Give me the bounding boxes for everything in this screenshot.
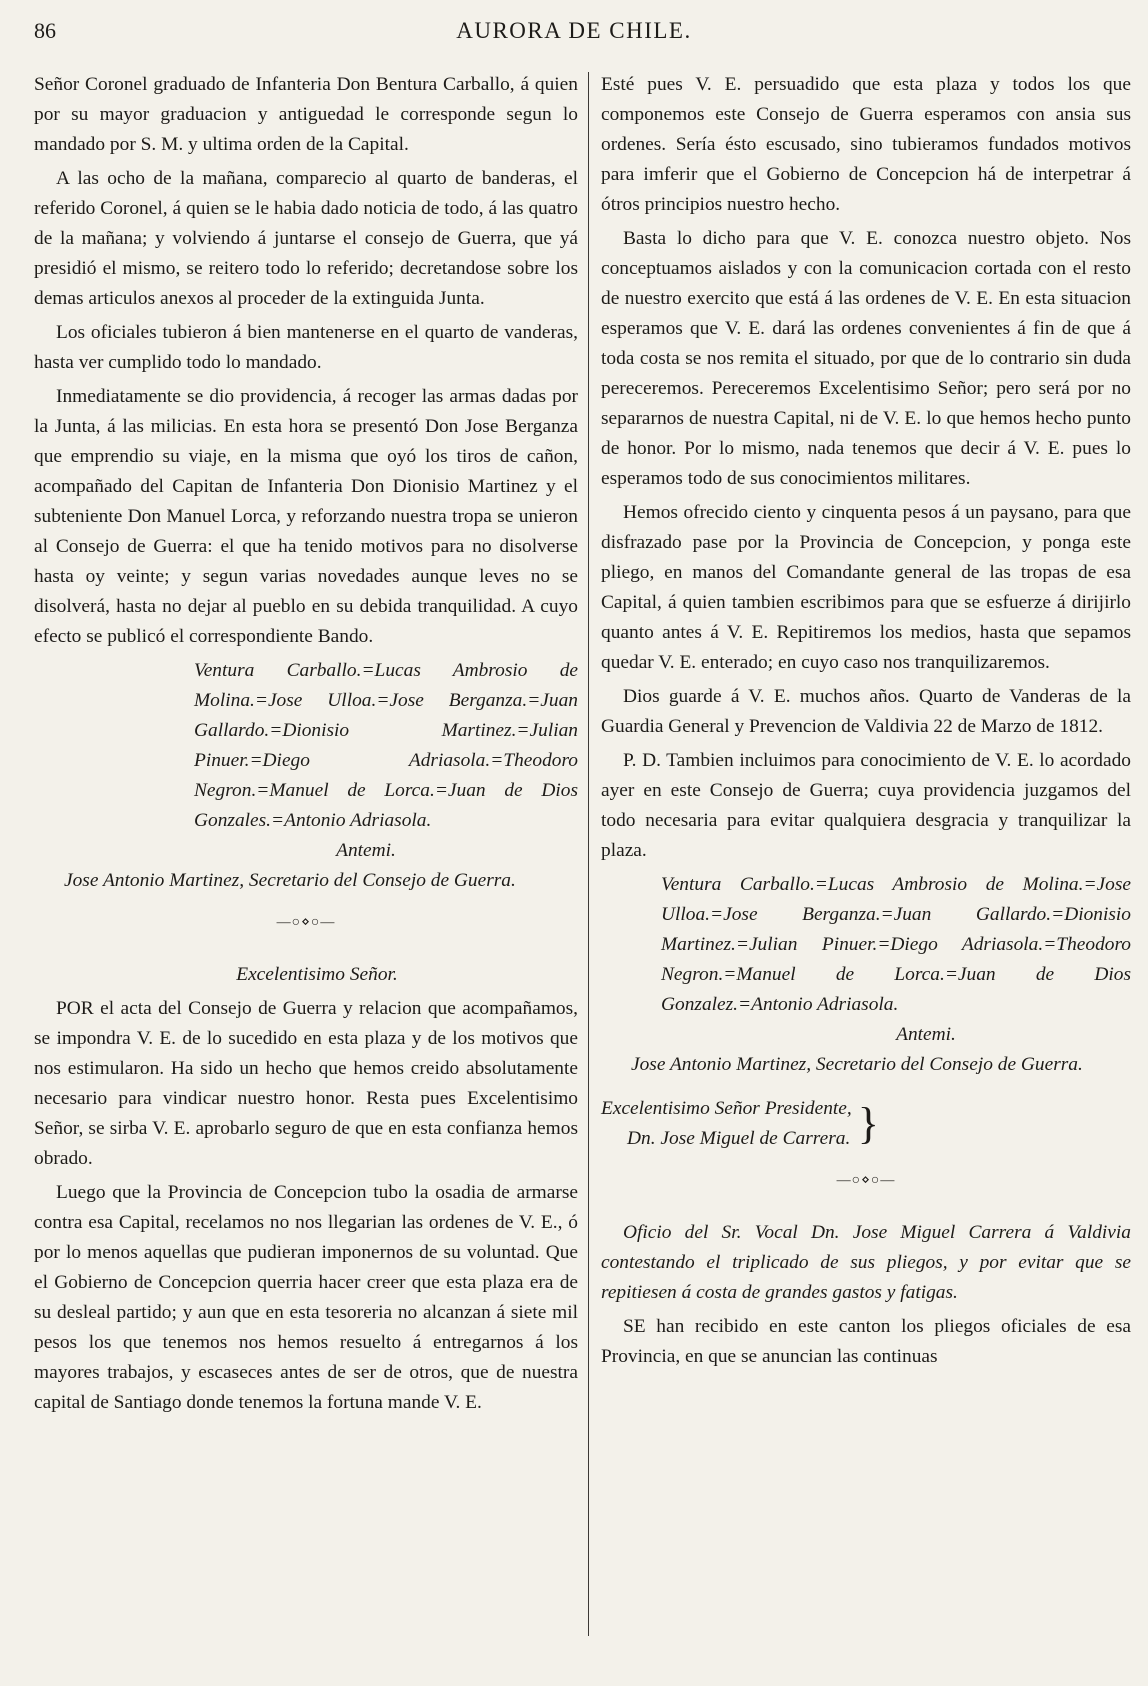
ornament-divider: —○⋄○— [276,915,336,930]
paragraph: Dios guarde á V. E. muchos años. Quarto de Vanderas de la Guardia General y Prevencion de Valdivia 22 de Marzo de 1812. [601,686,1131,737]
right-column [601,70,1131,1376]
paragraph: Esté pues V. E. persuadido que esta plaza y todos los que componemos este Consejo de Guerra esperamos con ansia sus ordenes. Sería ésto escusado, sino tubieramos fundados motivos para imferir que el Gobierno de Concepcion há de interpetrar á ótros principios nuestro hecho. [601,74,1131,215]
lead-word: POR [56,998,94,1019]
signatories: Ventura Carballo.=Lucas Ambrosio de Molina.=Jose Ulloa.=Jose Berganza.=Juan Gallardo.=Dionisio Martinez.=Julian Pinuer.=Diego Adriasola.=Theodoro Negron.=Manuel de Lorca.=Juan de Dios Gonzales.=Antonio Adriasola. [194,660,578,831]
paragraph: Hemos ofrecido ciento y cinquenta pesos á un paysano, para que disfrazado pase por la Provincia de Concepcion, y ponga este pliego, en manos del Comandante general de las tropas de esa Capital, á quien tambien escribimos para que se esfuerze á dirijirlo quanto antes á V. E. Repitiremos los medios, hasta que sepamos quedar V. E. enterado; en cuyo caso nos tranquilizaremos. [601,502,1131,673]
left-column [34,70,578,1422]
paragraph: P. D. Tambien incluimos para conocimiento de V. E. lo acordado ayer en este Consejo de Guerra; cuya providencia juzgamos del todo necesaria para evitar qualquiera desgracia y tranquilizar la plaza. [601,750,1131,861]
antemi: Antemi. [896,1024,956,1045]
signature-block [601,870,1131,1080]
address-block [601,1094,1131,1154]
secretary: Jose Antonio Martinez, Secretario del Consejo de Guerra. [631,1054,1083,1075]
paragraph: SE han recibido en este canton los pliegos oficiales de esa Provincia, en que se anuncian las continuas [601,1316,1131,1367]
running-title: AURORA DE CHILE. [456,18,692,43]
page-number: 86 [34,18,56,43]
secretary: Jose Antonio Martinez, Secretario del Consejo de Guerra. [64,870,516,891]
paragraph: Luego que la Provincia de Concepcion tubo la osadia de armarse contra esa Capital, recelamos no nos llegarian las ordenes de V. E., ó por lo menos aquellas que pudieran imponernos de su voluntad. Que el Gobierno de Concepcion querria hacer creer que esta plaza era de su desleal partido; y aun que en esta tesoreria no alcanzan á siete mil pesos los que tenemos nos hemos resuelto á entregarnos á los mayores trabajos, y escaseces antes de ser de otros, que de nuestra capital de Santiago donde tenemos la fortuna mande V. E. [34,1182,578,1413]
address-line: Dn. Jose Miguel de Carrera. [627,1128,851,1149]
paragraph: A las ocho de la mañana, comparecio al quarto de banderas, el referido Coronel, á quien se le habia dado noticia de todo, á las quatro de la mañana; y volviendo á juntarse el consejo de Guerra, que yá presidió el mismo, se reitero todo lo referido; decretandose sobre los demas articulos anexos al proceder de la extinguida Junta. [34,168,578,309]
ornament-divider: —○⋄○— [836,1173,896,1188]
paragraph: POR el acta del Consejo de Guerra y relacion que acompañamos, se impondra V. E. de lo sucedido en esta plaza y de los motivos que nos estimularon. Ha sido un hecho que hemos creido absolutamente necesario para vindicar nuestro honor. Resta pues Excelentisimo Señor, se sirba V. E. aprobarlo seguro de que en esta confianza hemos obrado. [34,998,578,1169]
column-rule [588,72,589,1636]
salutation: Excelentisimo Señor. [236,964,398,985]
signatories: Ventura Carballo.=Lucas Ambrosio de Molina.=Jose Ulloa.=Jose Berganza.=Juan Gallardo.=Dionisio Martinez.=Julian Pinuer.=Diego Adriasola.=Theodoro Negron.=Manuel de Lorca.=Juan de Dios Gonzalez.=Antonio Adriasola. [661,874,1131,1015]
paragraph: Inmediatamente se dio providencia, á recoger las armas dadas por la Junta, á las milicias. En esta hora se presentó Don Jose Berganza que emprendio su viaje, en la misma que oyó los tiros de cañon, acompañado del Capitan de Infanteria Don Dionisio Martinez y el subteniente Don Manuel Lorca, y reforzando nuestra tropa se unieron al Consejo de Guerra: el que ha tenido motivos para no disolverse hasta oy veinte; y segun varias novedades aunque leves no se disolverá, hasta no dejar al pueblo en su debida tranquilidad. A cuyo efecto se publicó el correspondiente Bando. [34,386,578,647]
signature-block [34,656,578,896]
paragraph: Señor Coronel graduado de Infanteria Don Bentura Carballo, á quien por su mayor graduacion y antiguedad le corresponde segun lo mandado por S. M. y ultima orden de la Capital. [34,74,578,155]
paragraph: Basta lo dicho para que V. E. conozca nuestro objeto. Nos conceptuamos aislados y con la comunicacion cortada con el resto de nuestro exercito que está á las ordenes de V. E. En esta situacion esperamos que V. E. dará las ordenes convenientes á fin de que á toda costa se nos remita el situado, por que de lo contrario sin duda pereceremos. Pereceremos Excelentisimo Señor; pero será por no separarnos de nuestra Capital, ni de V. E. lo que hemos hecho punto de honor. Por lo mismo, nada tenemos que decir á V. E. pues lo esperamos todo de sus conocimientos militares. [601,228,1131,489]
lead-word: SE [623,1316,646,1337]
oficio-heading: Oficio del Sr. Vocal Dn. Jose Miguel Carrera á Valdivia contestando el triplicado de sus pliegos, y por evitar que se repitiesen á costa de grandes gastos y fatigas. [601,1222,1131,1303]
paragraph: Los oficiales tubieron á bien mantenerse en el quarto de vanderas, hasta ver cumplido todo lo mandado. [34,322,578,373]
address-line: Excelentisimo Señor Presidente, [601,1098,852,1119]
antemi: Antemi. [336,840,396,861]
brace: } [857,1099,879,1148]
